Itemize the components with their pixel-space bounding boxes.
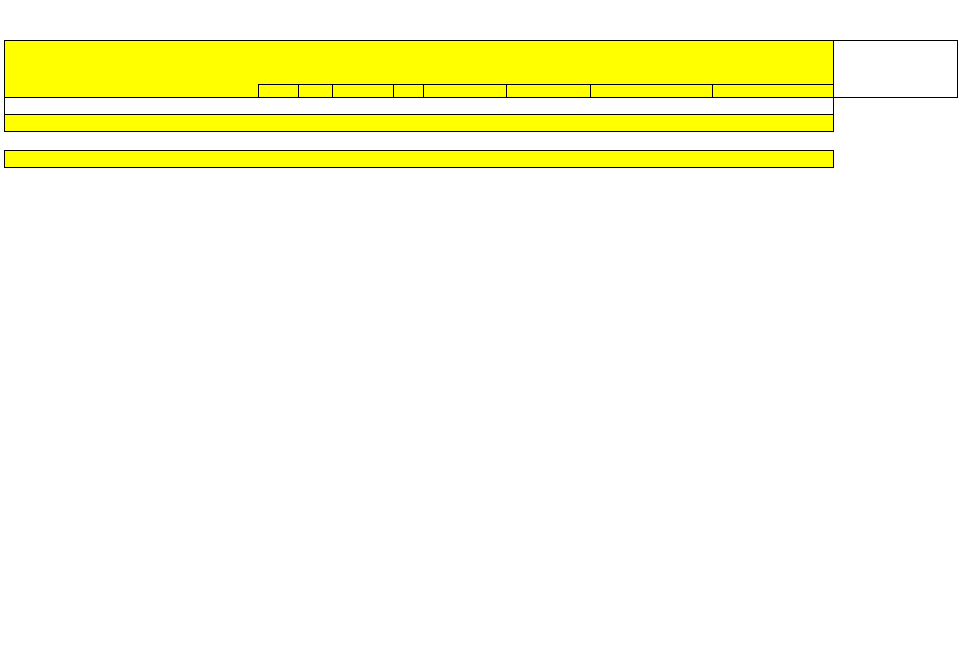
grid-line-h xyxy=(4,131,833,132)
grid-line-v xyxy=(712,84,713,97)
section-highlight xyxy=(4,150,833,167)
grid-line-h xyxy=(4,150,833,151)
grid-line-h xyxy=(833,97,957,98)
grid-line-v xyxy=(423,84,424,97)
grid-line-v xyxy=(506,84,507,97)
grid-line-v xyxy=(833,114,834,132)
grid-line-h xyxy=(833,40,957,41)
grid-line-v xyxy=(957,40,958,98)
grid-line-v xyxy=(393,84,394,97)
grid-line-h xyxy=(258,84,833,85)
grid-line-h xyxy=(4,114,833,115)
section-highlight xyxy=(4,40,833,97)
grid-line-v xyxy=(4,150,5,167)
grid-line-v xyxy=(258,84,259,97)
grid-line-h xyxy=(4,167,833,168)
grid-line-h xyxy=(4,97,833,98)
section-highlight xyxy=(4,114,833,131)
grid-line-v xyxy=(4,40,5,97)
grid-line-v xyxy=(298,84,299,97)
grid-line-v xyxy=(833,150,834,168)
grid-line-v xyxy=(4,97,5,114)
grid-line-h xyxy=(4,40,833,41)
grid-line-v xyxy=(833,97,834,115)
grid-line-v xyxy=(4,114,5,131)
grid-line-v xyxy=(833,40,834,97)
grid-line-v xyxy=(332,84,333,97)
grid-line-v xyxy=(590,84,591,97)
